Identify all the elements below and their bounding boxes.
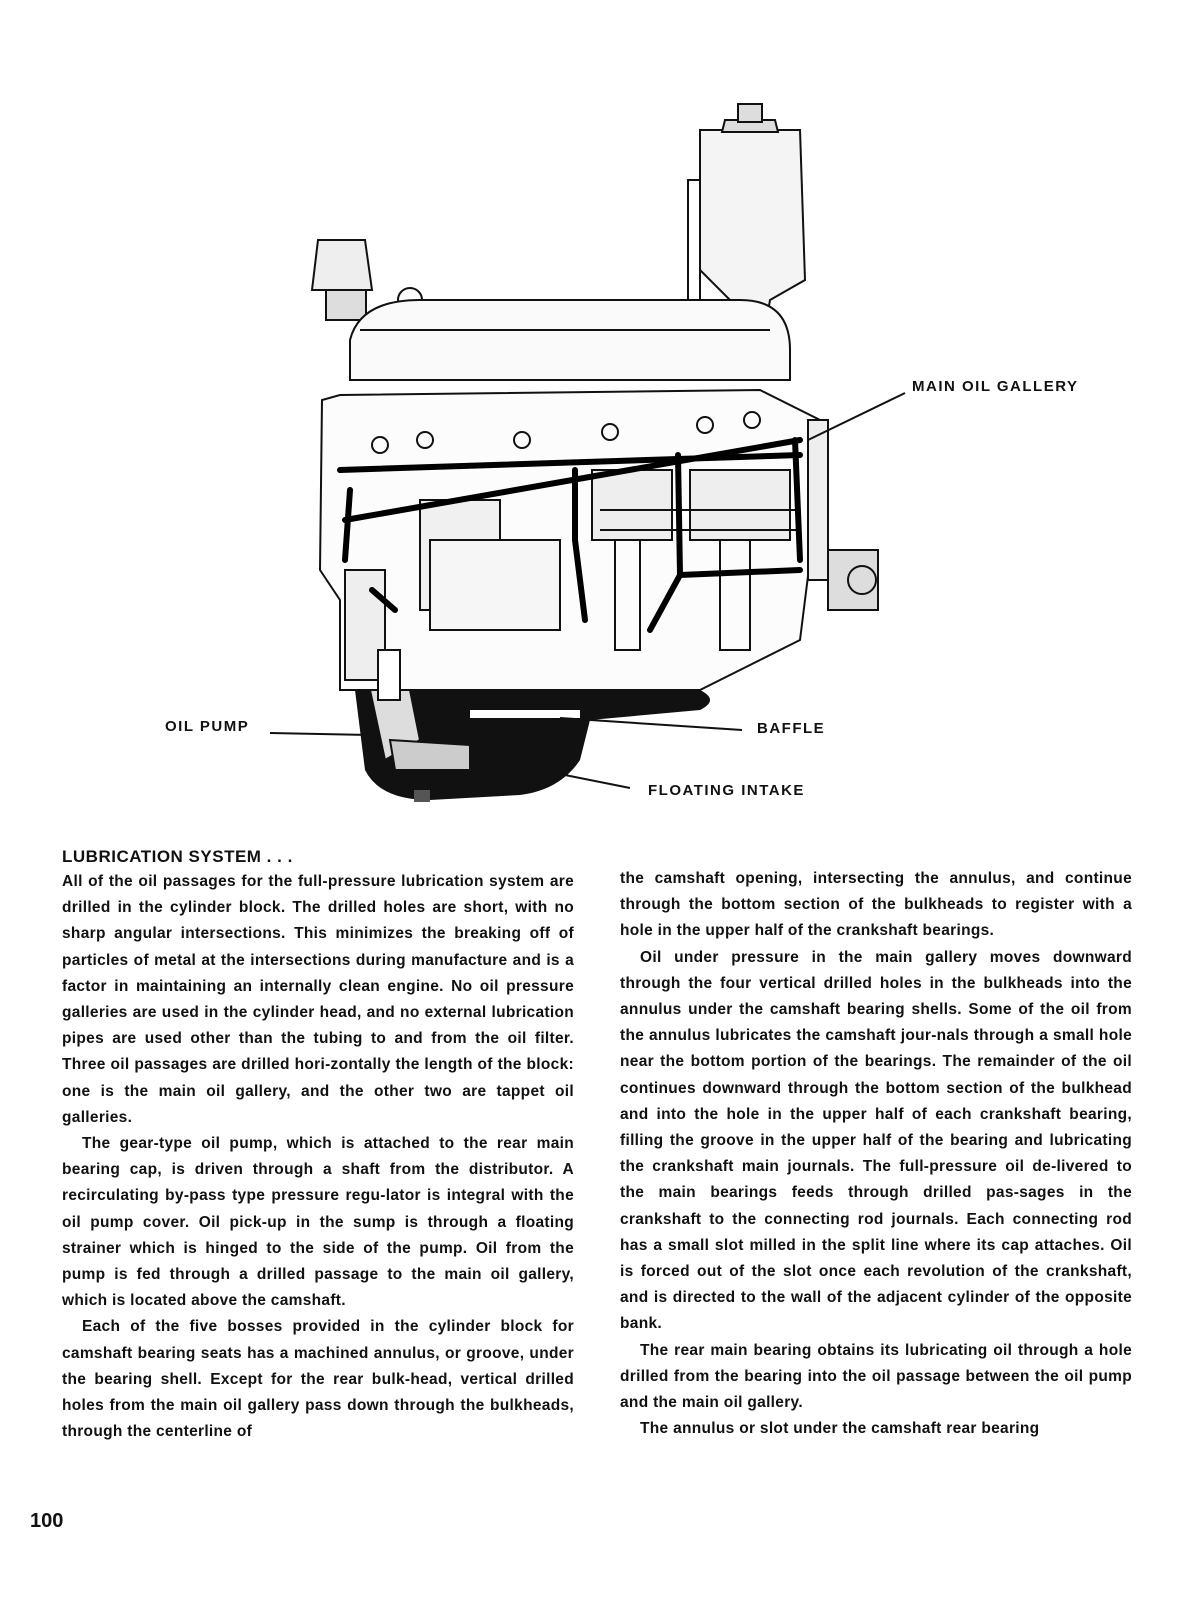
paragraph: Each of the five bosses provided in the cylinder block for camshaft bearing seats has a machined annulus, or groove, under the bearing shell. Except for the rear bulk-head, vertical drilled holes from the main oil gallery pass down through the bulkheads, through the centerline of: [62, 1318, 574, 1441]
section-heading: LUBRICATION SYSTEM . . .: [62, 847, 293, 866]
paragraph: The rear main bearing obtains its lubricating oil through a hole drilled from the bearing into the oil passage between the oil pump and the main oil gallery.: [620, 1341, 1132, 1412]
paragraph: All of the oil passages for the full-pressure lubrication system are drilled in the cylinder block. The drilled holes are short, with no sharp angular intersections. This minimizes the breaking off of particles of metal at the intersections during manufacture and is a factor in maintaining an internally clean engine. No oil pressure galleries are used in the cylinder head, and no external lubrication pipes are used other than the tubing to and from the oil filter. Three oil passages are drilled hori-zontally the length of the block: one is the main oil gallery, and the other two are tappet oil galleries.: [62, 873, 574, 1126]
page-number: 100: [30, 1510, 64, 1532]
callout-baffle: BAFFLE: [757, 720, 826, 737]
text-column-left: [62, 845, 574, 1445]
text-column-right: [620, 866, 1132, 1442]
callout-oil-pump: OIL PUMP: [165, 718, 250, 735]
paragraph: Oil under pressure in the main gallery moves downward through the four vertical drilled holes in the bulkheads into the annulus under the camshaft bearing shells. Some of the oil from the annulus lubricates the camshaft jour-nals through a small hole near the bottom portion of the bearings. The remainder of the oil continues downward through the bottom section of the bulkhead and into the hole in the upper half of each crankshaft bearing, filling the groove in the upper half of the bearing and lubricating the crankshaft main journals. The full-pressure oil de-livered to the main bearings feeds through drilled pas-sages in the crankshaft to the connecting rod journals. Each connecting rod has a small slot milled in the split line where its cap attaches. Oil is forced out of the slot once each revolution of the crankshaft, and is directed to the wall of the adjacent cylinder of the opposite bank.: [620, 948, 1132, 1333]
paragraph: The annulus or slot under the camshaft rear bearing: [640, 1420, 1040, 1438]
paragraph: the camshaft opening, intersecting the annulus, and continue through the bottom section of the bulkheads to register with a hole in the upper half of the crankshaft bearings.: [620, 870, 1132, 940]
callout-floating-intake: FLOATING INTAKE: [648, 782, 805, 799]
paragraph: The gear-type oil pump, which is attached to the rear main bearing cap, is driven through a shaft from the distributor. A recirculating by-pass type pressure regu-lator is integral with the oil pump cover. Oil pick-up in the sump is through a floating strainer which is hinged to the side of the pump. Oil from the pump is fed through a drilled passage to the main oil gallery, which is located above the camshaft.: [62, 1135, 574, 1310]
callout-main-oil-gallery: MAIN OIL GALLERY: [912, 378, 1079, 395]
